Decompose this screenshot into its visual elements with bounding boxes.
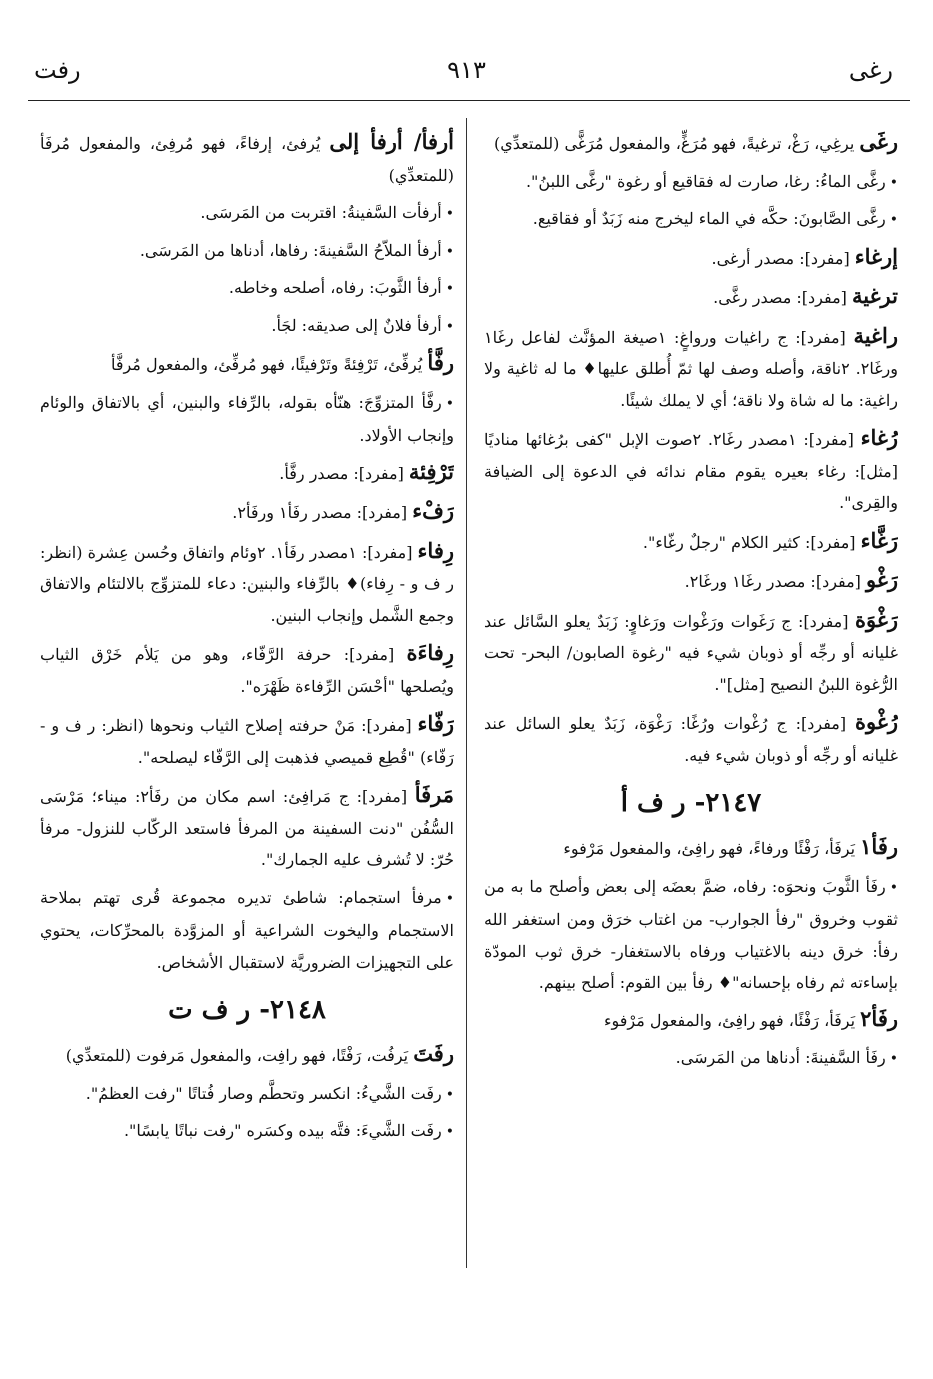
entry-headword: رِفاء (417, 537, 454, 563)
entry-headword: رَغْو (866, 567, 898, 592)
dictionary-entry (484, 1003, 898, 1037)
entry-headword: رَفّاء (417, 711, 454, 736)
entry-sense (40, 1078, 454, 1112)
sense-text: أرفأ الثَّوبَ: رفاه، أصلحه وخاطه. (228, 278, 442, 297)
entry-headword: أرفأ/ أرفأ إلى (329, 129, 454, 154)
entry-headword: رفَّأ (427, 350, 454, 375)
dictionary-entry (40, 779, 454, 876)
entry-definition: يُرفئ، إرفاءً، فهو مُرفِئ، والمفعول مُرفَأ (للمتعدِّي) (40, 134, 454, 185)
sense-text: رفَت الشَّيءَ: فتَّه بيده وكسَره "رفت نباتًا يابسًا". (123, 1121, 442, 1140)
entry-definition: [مفرد]: مصدر أرغى. (711, 248, 855, 268)
header-left-word: رفت (34, 56, 81, 84)
page-number: ٩١٣ (447, 56, 486, 84)
dictionary-entry (484, 241, 898, 275)
entry-definition: [مفرد]: ج راغيات ورواغٍ: ١صيغة المؤنَّث لفاعل رغَا١ ورغَا٢. ٢ناقة، وأصله وصف لها ثمّ أُطلق عليها♦ ما له ثاغية ولا راغية: ما له شاة ولا ناقة؛ أي لا يملك شيئًا. (484, 327, 898, 410)
sense-text: رغَّى الصَّابونَ: حكَّه في الماء ليخرج منه زَبَدٌ أو فقاقيع. (532, 209, 886, 228)
sense-text: رفَأ الثَّوبَ ونحوَه: رفاه، ضمَّ بعضَه إلى بعض وأصلح ما به من ثقوب وخروق "رفأ الجوارب- من اغتاب خرَق ومن استغفر الله رفأ: خرق دينه بالاغتياب ورفاه بالاستغفار- خرق ثوب المودّة بإساءته ثم رفاه بإحسانه"♦ رفأ بين القوم: أصلح بينهم. (484, 876, 898, 992)
entry-sense (484, 1042, 898, 1076)
entry-definition: يُرفِّئ، تَرْفِئةً وتَرْفيئًا، فهو مُرفِّئ، والمفعول مُرفَّأ (110, 355, 428, 374)
sense-text: رفَت الشَّيءُ: انكسر وتحطَّم وصار فُتاتًا "رفت العظمُ". (85, 1083, 442, 1103)
entry-headword: راغية (853, 322, 898, 348)
right-column (484, 126, 898, 1266)
dictionary-entry (40, 495, 454, 529)
entry-sense (40, 310, 454, 344)
sense-text: أرفأ الملاّحُ السَّفينةَ: رفاها، أدناها من المَرسَى. (139, 240, 442, 260)
dictionary-entry (40, 347, 454, 381)
entry-headword: تَرْفِئة (408, 458, 454, 484)
entry-definition: يَرفُت، رَفْتًا، فهو رافِت، والمفعول مَرفوت (للمتعدِّي) (65, 1046, 414, 1065)
entry-headword: رفَأ٢ (860, 1005, 898, 1031)
dictionary-entry (40, 456, 454, 490)
entry-sense (40, 387, 454, 452)
entry-headword: رُغاء (860, 425, 898, 450)
entry-headword: رَغْوَة (855, 606, 898, 632)
column-divider (466, 118, 467, 1268)
left-column (40, 126, 454, 1266)
entry-definition: يرغِي، رَغْ، ترغيةً، فهو مُرَغٍّ، والمفعول مُرَغًّى (للمتعدِّي) (493, 134, 860, 153)
entry-sense (40, 235, 454, 269)
dictionary-entry (484, 604, 898, 701)
dictionary-entry (484, 564, 898, 598)
entry-headword: رَفْء (412, 498, 454, 523)
entry-definition: [مفرد]: ١مصدر رغَا٢. ٢صوت الإبل "كفى برُغائها مناديًا [مثل]: رغاء بعيره يقوم مقام ندائه في الدعوة إلى الضيافة والقِرى". (484, 430, 898, 512)
entry-headword: رِفاءَة (406, 640, 454, 665)
header-rule (28, 100, 910, 101)
entry-definition: [مفرد]: مصدر رفَّأ. (279, 463, 409, 483)
dictionary-entry (40, 637, 454, 702)
entry-sense (484, 166, 898, 200)
entry-sense (484, 203, 898, 237)
entry-sense (40, 882, 454, 979)
entry-definition: [مفرد]: ج رَغَوات ورَغْوات ورَغاوٍ: زَبَدٌ يعلو السَّائل عند غليانه أو رجِّه أو ذوبان شيء فيه "رغوة الصابون/ البحر- تحت الرُّغوة اللبنُ النصيح [مثل]". (484, 611, 898, 694)
dictionary-entry (484, 525, 898, 559)
dictionary-entry (484, 831, 898, 865)
bullet-icon: • (445, 1086, 454, 1103)
entry-headword: رُغْوة (855, 709, 898, 734)
entry-headword: رغَى (859, 129, 898, 154)
dictionary-entry (484, 706, 898, 771)
bullet-icon: • (889, 174, 898, 191)
bullet-icon: • (445, 1124, 454, 1140)
bullet-icon: • (445, 243, 454, 260)
header-right-word: رغى (848, 56, 893, 84)
bullet-icon: • (445, 395, 454, 412)
entry-definition: يَرفَأ، رَفْئًا، فهو رافِئ، والمفعول مَرْفوء (603, 1010, 861, 1030)
dictionary-entry (484, 280, 898, 314)
bullet-icon: • (445, 281, 454, 297)
entry-sense (40, 272, 454, 306)
entry-definition: [مفرد]: حرفة الرَّفّاء، وهو من يَلأم خَرْق الثياب ويُصلحها "أحْسَن الرِّفاءة ظَهْرَه". (40, 645, 454, 696)
sense-text: مرفأ استجمام: شاطئ تديره مجموعة قُرى تهتم بملاحة الاستجمام واليخوت الشراعية أو المزوَّدة بالمحرِّكات، يحتوي على التجهيزات الضروريَّة لاستقبال الأشخاص. (40, 887, 454, 972)
entry-definition: [مفرد]: مصدر رغَا١ ورغَا٢. (684, 572, 867, 591)
dictionary-entry (484, 126, 898, 160)
bullet-icon: • (445, 890, 454, 907)
entry-headword: ترغية (851, 283, 898, 308)
page-header (28, 52, 905, 96)
dictionary-entry (40, 126, 454, 191)
sense-text: رفَّأ المتزوِّجَ: هنّأه بقوله، بالرِّفاء والبنين، أي بالاتفاق والوئام وإنجاب الأولاد. (40, 392, 454, 445)
sense-text: رفَأ السَّفينةَ: أدناها من المَرسَى. (675, 1048, 886, 1067)
bullet-icon: • (445, 318, 454, 335)
entry-definition: يَرفَأ، رَفْئًا ورفاءً، فهو رافِئ، والمفعول مَرْفوء (563, 839, 861, 858)
dictionary-entry (40, 535, 454, 632)
sense-text: أرفأ فلانٌ إلى صديقه: لجَأ. (271, 315, 442, 335)
root-heading: ٢١٤٨- ر ف ت (168, 995, 326, 1025)
entry-sense (40, 1115, 454, 1149)
sense-text: رغَّى الماءُ: رغا، صارت له فقاقيع أو رغوة "رغَّى اللبنُ". (525, 171, 886, 191)
bullet-icon: • (889, 879, 898, 896)
entry-definition: [مفرد]: كثير الكلام "رجلٌ رغّاء". (642, 532, 861, 552)
bullet-icon: • (445, 206, 454, 222)
bullet-icon: • (889, 212, 898, 228)
entry-definition: [مفرد]: مَنْ حرفته إصلاح الثياب ونحوها (انظر: ر ف و - رَفّاء) "قُطِع قميصي فذهبت إلى الرَّفّاء ليصلحه". (40, 716, 454, 767)
entry-definition: [مفرد]: ج مَرافِئ: اسم مكان من رفَأ٢: ميناء؛ مَرْسَى السُّفُن "دنت السفينة من المرفأ فاستعد الركّاب للنزول- مرفأ حُرّ: لا تُشرف عليه الجمارك". (40, 787, 454, 869)
dictionary-entry (40, 1038, 454, 1072)
entry-definition: [مفرد]: ١مصدر رفَأ١. ٢وئام واتفاق وحُسن عِشرة (انظر: ر ف و - رِفاء)♦ بالرِّفاء والبنين: دعاء للمتزوِّج بالالتئام والاتفاق وجمع الشَّمل وإنجاب البنين. (40, 542, 454, 625)
entry-headword: مَرفَأ (414, 782, 454, 807)
entry-headword: إرغاء (854, 243, 898, 269)
entry-definition: [مفرد]: ج رُغْوات ورُغًا: رَغْوَة، زَبَدٌ يعلو السائل عند غليانه أو رجِّه أو ذوبان شيء فيه. (484, 714, 898, 765)
entry-sense (40, 197, 454, 231)
dictionary-entry (40, 708, 454, 773)
entry-headword: رفَتَ (413, 1041, 454, 1066)
dictionary-entry (484, 320, 898, 417)
entry-headword: رفَأ١ (860, 834, 898, 859)
entry-sense (484, 871, 898, 999)
sense-text: أرفأت السَّفينةُ: اقتربت من المَرسَى. (200, 203, 442, 222)
dictionary-entry (484, 422, 898, 519)
entry-definition: [مفرد]: مصدر رغَّى. (713, 288, 852, 307)
root-heading: ٢١٤٧- ر ف أ (620, 788, 762, 818)
entry-headword: رَغَّاء (860, 527, 898, 553)
entry-definition: [مفرد]: مصدر رفَأ١ ورفَأ٢. (232, 503, 413, 522)
bullet-icon: • (889, 1051, 898, 1067)
